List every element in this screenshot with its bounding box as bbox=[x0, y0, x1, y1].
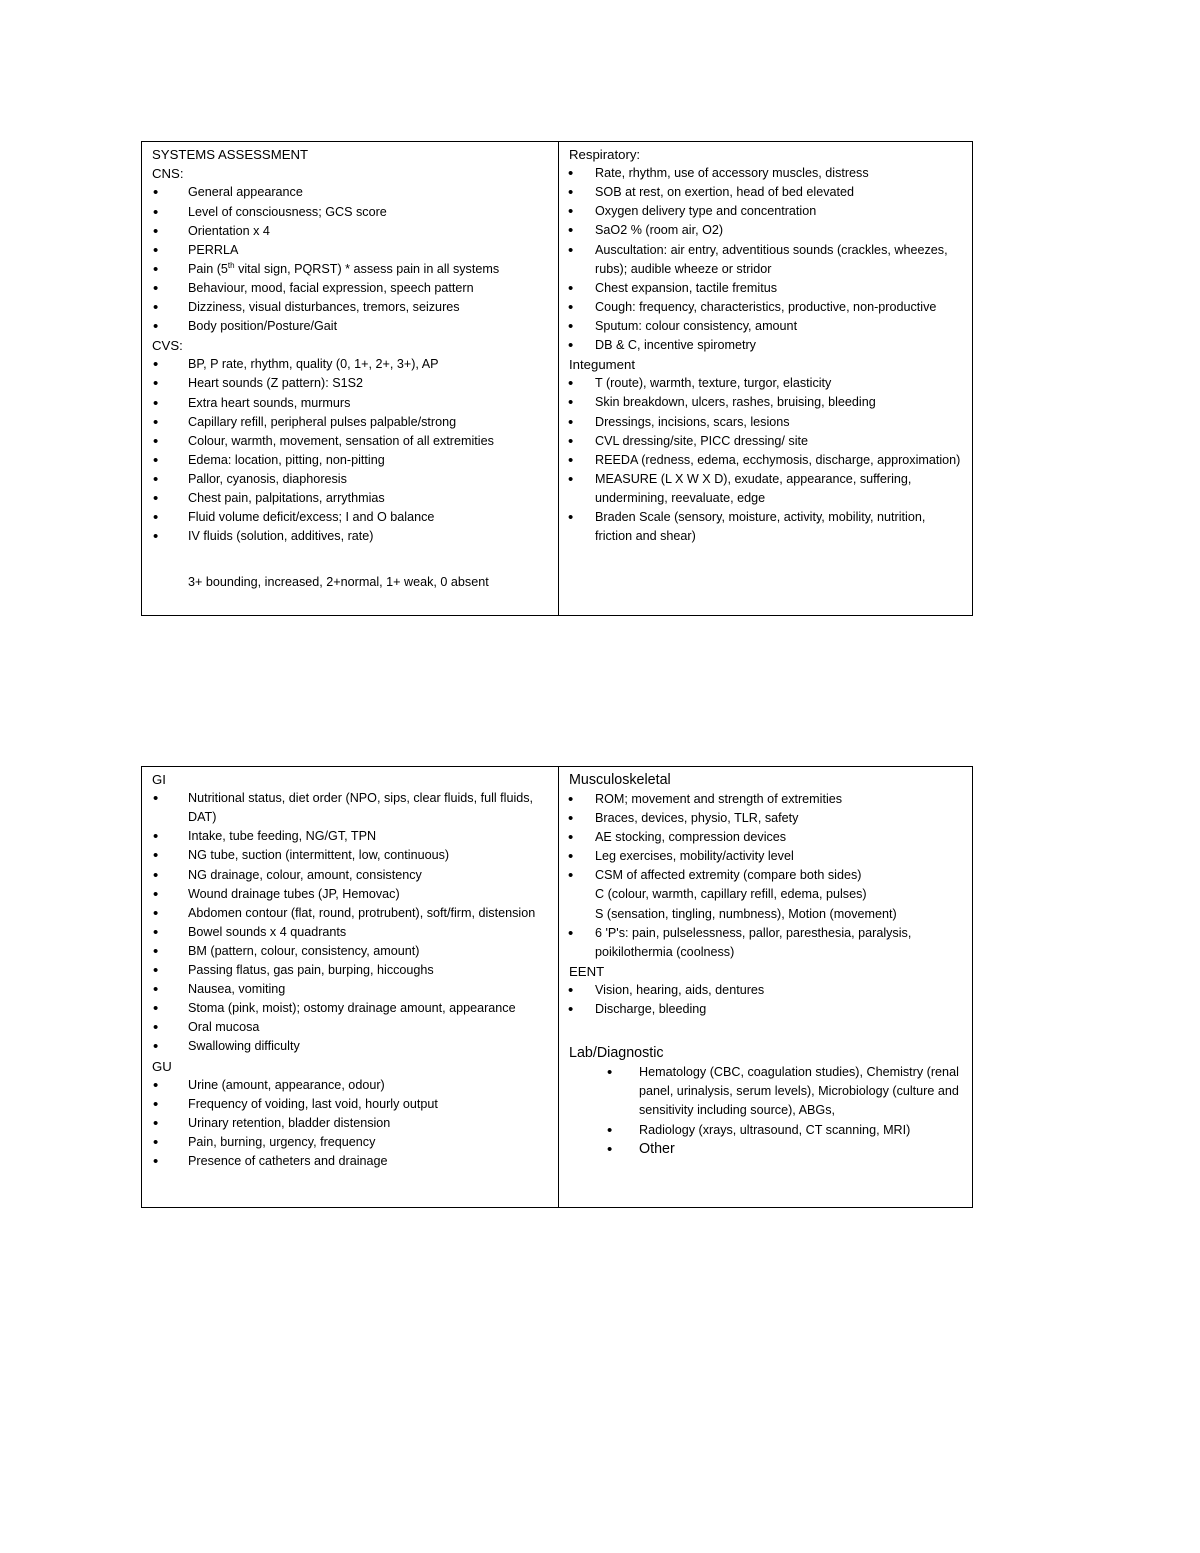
list-item: • Dizziness, visual disturbances, tremors, seizures bbox=[152, 298, 548, 317]
lab-diagnostic-heading: Lab/Diagnostic bbox=[569, 1045, 664, 1062]
list-item: • Braden Scale (sensory, moisture, activity, mobility, nutrition, friction and shear) bbox=[569, 508, 962, 546]
list-item: • SOB at rest, on exertion, head of bed elevated bbox=[569, 183, 962, 202]
list-item: • Fluid volume deficit/excess; I and O balance bbox=[152, 508, 548, 527]
musculoskeletal-heading: Musculoskeletal bbox=[569, 772, 671, 788]
list-item: • Stoma (pink, moist); ostomy drainage amount, appearance bbox=[152, 999, 548, 1018]
cvs-heading: CVS: bbox=[152, 338, 183, 354]
gi-gu-cell bbox=[142, 767, 559, 1207]
list-item: • General appearance bbox=[152, 183, 548, 202]
resp-integument-cell bbox=[559, 142, 972, 615]
cns-cvs-cell bbox=[142, 142, 559, 615]
list-item: • Swallowing difficulty bbox=[152, 1037, 548, 1056]
list-item: • Pain, burning, urgency, frequency bbox=[152, 1133, 548, 1152]
musculoskeletal-list bbox=[569, 790, 962, 962]
list-item: • Level of consciousness; GCS score bbox=[152, 203, 548, 222]
csm-line-3: S (sensation, tingling, numbness), Motion (movement) bbox=[595, 906, 897, 921]
list-item: • Vision, hearing, aids, dentures bbox=[569, 981, 962, 1000]
list-item: • Edema: location, pitting, non-pitting bbox=[152, 451, 548, 470]
list-item: • Urinary retention, bladder distension bbox=[152, 1114, 548, 1133]
gu-list bbox=[152, 1076, 548, 1171]
list-item: • Orientation x 4 bbox=[152, 222, 548, 241]
list-item: • Passing flatus, gas pain, burping, hiccoughs bbox=[152, 961, 548, 980]
eent-heading: EENT bbox=[569, 963, 605, 979]
cvs-list bbox=[152, 355, 548, 546]
list-item: • Sputum: colour consistency, amount bbox=[569, 317, 962, 336]
list-item: • Auscultation: air entry, adventitious sounds (crackles, wheezes, rubs); audible wheeze or stridor bbox=[569, 241, 962, 279]
list-item: • REEDA (redness, edema, ecchymosis, discharge, approximation) bbox=[569, 451, 962, 470]
list-item: • NG drainage, colour, amount, consistency bbox=[152, 866, 548, 885]
lab-diagnostic-list bbox=[606, 1063, 962, 1158]
list-item: • Braces, devices, physio, TLR, safety bbox=[569, 809, 962, 828]
csm-line-2: C (colour, warmth, capillary refill, edema, pulses) bbox=[595, 887, 867, 902]
pain-superscript: th bbox=[227, 260, 235, 270]
list-item: • MEASURE (L X W X D), exudate, appearance, suffering, undermining, reevaluate, edge bbox=[569, 470, 962, 508]
list-item: • Nutritional status, diet order (NPO, sips, clear fluids, full fluids, DAT) bbox=[152, 789, 548, 827]
pain-prefix: Pain (5 bbox=[188, 261, 228, 276]
list-item: • T (route), warmth, texture, turgor, elasticity bbox=[569, 374, 962, 393]
list-item: • Bowel sounds x 4 quadrants bbox=[152, 923, 548, 942]
list-item: • CVL dressing/site, PICC dressing/ site bbox=[569, 432, 962, 451]
list-item: • Rate, rhythm, use of accessory muscles, distress bbox=[569, 164, 962, 183]
list-item: • Wound drainage tubes (JP, Hemovac) bbox=[152, 885, 548, 904]
list-item: • Discharge, bleeding bbox=[569, 1000, 962, 1019]
list-item-pain bbox=[152, 260, 548, 279]
msk-eent-lab-cell bbox=[559, 767, 972, 1207]
list-item: • Presence of catheters and drainage bbox=[152, 1152, 548, 1171]
systems-assessment-table-2 bbox=[141, 766, 973, 1208]
list-item: • Dressings, incisions, scars, lesions bbox=[569, 413, 962, 432]
list-item: • Urine (amount, appearance, odour) bbox=[152, 1076, 548, 1095]
list-item: • BP, P rate, rhythm, quality (0, 1+, 2+, 3+), AP bbox=[152, 355, 548, 374]
eent-list bbox=[569, 981, 962, 1019]
spacer bbox=[569, 1019, 962, 1043]
list-item: • Extra heart sounds, murmurs bbox=[152, 394, 548, 413]
list-item: • BM (pattern, colour, consistency, amount) bbox=[152, 942, 548, 961]
list-item: • SaO2 % (room air, O2) bbox=[569, 221, 962, 240]
list-item: • Behaviour, mood, facial expression, speech pattern bbox=[152, 279, 548, 298]
list-item: • AE stocking, compression devices bbox=[569, 828, 962, 847]
list-item: • Capillary refill, peripheral pulses palpable/strong bbox=[152, 413, 548, 432]
list-item: • Leg exercises, mobility/activity level bbox=[569, 847, 962, 866]
list-item: • NG tube, suction (intermittent, low, continuous) bbox=[152, 846, 548, 865]
integument-heading: Integument bbox=[569, 357, 635, 373]
cns-list bbox=[152, 183, 548, 336]
list-item: • Body position/Posture/Gait bbox=[152, 317, 548, 336]
csm-line-1: CSM of affected extremity (compare both sides) bbox=[595, 868, 862, 883]
list-item-csm bbox=[569, 866, 962, 923]
list-item: • PERRLA bbox=[152, 241, 548, 260]
respiratory-list bbox=[569, 164, 962, 355]
list-item: • Pallor, cyanosis, diaphoresis bbox=[152, 470, 548, 489]
list-item: • Cough: frequency, characteristics, productive, non-productive bbox=[569, 298, 962, 317]
pulse-scale-note: 3+ bounding, increased, 2+normal, 1+ weak, 0 absent bbox=[188, 575, 489, 590]
respiratory-heading: Respiratory: bbox=[569, 147, 641, 162]
list-item: • Chest pain, palpitations, arrythmias bbox=[152, 489, 548, 508]
list-item: • Frequency of voiding, last void, hourly output bbox=[152, 1095, 548, 1114]
list-item: • IV fluids (solution, additives, rate) bbox=[152, 527, 548, 546]
systems-assessment-table-1 bbox=[141, 141, 973, 616]
cns-heading: CNS: bbox=[152, 166, 184, 182]
document-title: SYSTEMS ASSESSMENT bbox=[152, 147, 309, 162]
list-item: • Heart sounds (Z pattern): S1S2 bbox=[152, 374, 548, 393]
list-item: • Chest expansion, tactile fremitus bbox=[569, 279, 962, 298]
gi-list bbox=[152, 789, 548, 1056]
list-item: • Nausea, vomiting bbox=[152, 980, 548, 999]
list-item: • ROM; movement and strength of extremities bbox=[569, 790, 962, 809]
pain-suffix: vital sign, PQRST) * assess pain in all systems bbox=[234, 261, 500, 276]
list-item: • Hematology (CBC, coagulation studies), Chemistry (renal panel, urinalysis, serum levels), Microbiology (culture and sensitivity including source), ABGs, bbox=[606, 1063, 962, 1120]
gi-heading: GI bbox=[152, 772, 166, 787]
list-item: • Intake, tube feeding, NG/GT, TPN bbox=[152, 827, 548, 846]
list-item-six-p: • 6 'P's: pain, pulselessness, pallor, paresthesia, paralysis, poikilothermia (coolness) bbox=[569, 924, 962, 962]
list-item: • Abdomen contour (flat, round, protrubent), soft/firm, distension bbox=[152, 904, 548, 923]
list-item: • Skin breakdown, ulcers, rashes, bruising, bleeding bbox=[569, 393, 962, 412]
list-item-other: • Other bbox=[606, 1140, 962, 1159]
gu-heading: GU bbox=[152, 1058, 172, 1074]
list-item: • Colour, warmth, movement, sensation of all extremities bbox=[152, 432, 548, 451]
list-item: • Oxygen delivery type and concentration bbox=[569, 202, 962, 221]
list-item: • DB & C, incentive spirometry bbox=[569, 336, 962, 355]
list-item: • Radiology (xrays, ultrasound, CT scanning, MRI) bbox=[606, 1121, 962, 1140]
integument-list bbox=[569, 374, 962, 546]
list-item: • Oral mucosa bbox=[152, 1018, 548, 1037]
